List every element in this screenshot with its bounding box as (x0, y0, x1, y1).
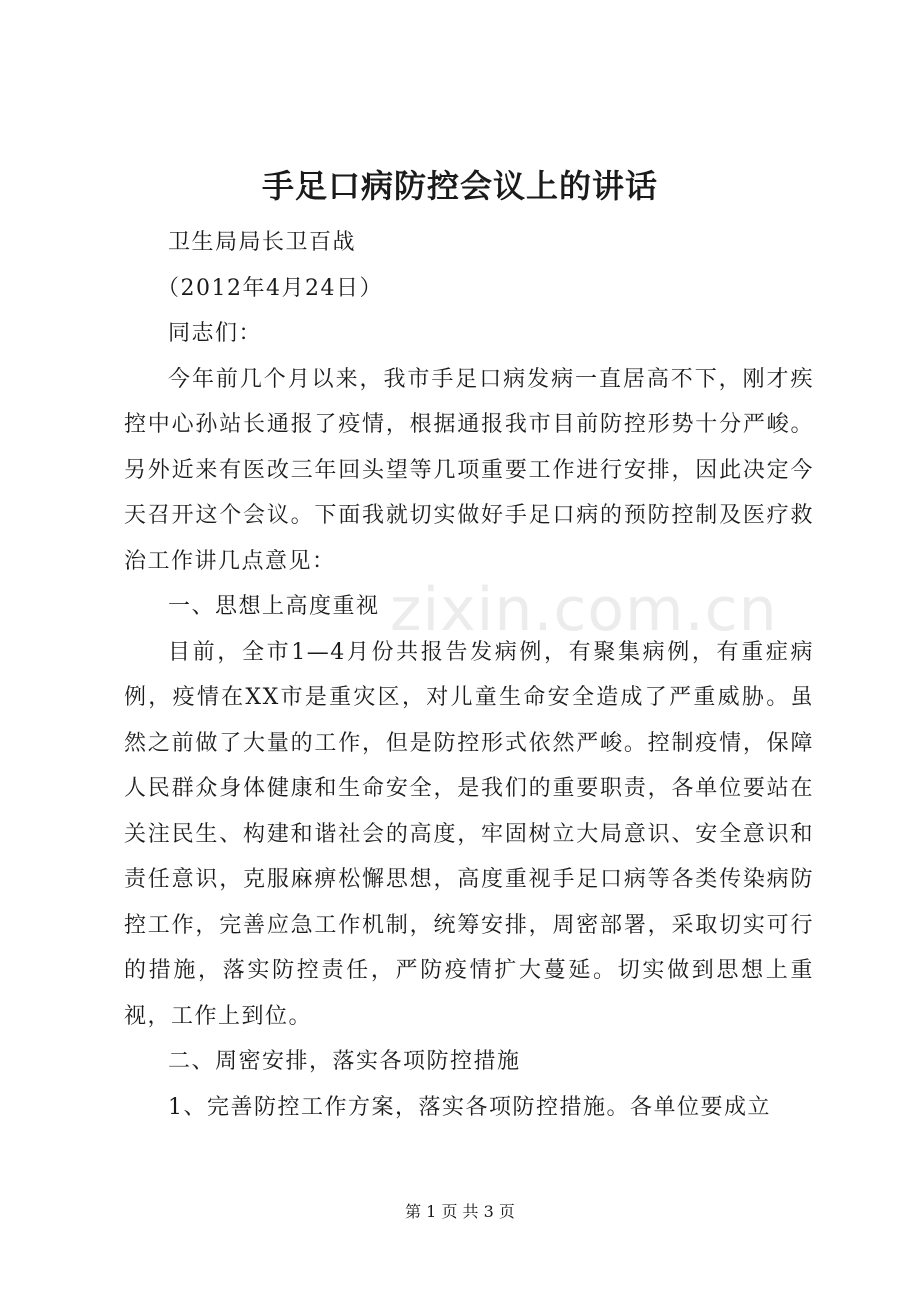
section-heading-1: 一、思想上高度重视 (168, 594, 380, 619)
salutation: 同志们： (168, 321, 263, 346)
section-heading-2: 二、周密安排，落实各项防控措施 (168, 1049, 521, 1074)
paragraph-intro: 今年前几个月以来，我市手足口病发病一直居高不下，刚才疾控中心孙站长通报了疫情，根据通报我市目前防控形势十分严峻。另外近来有医改三年回头望等几项重要工作进行安排，因此决定今天召开这个会议。下面我就切实做好手足口病的预防控制及医疗救治工作讲几点意见： (124, 366, 814, 574)
paragraph-item-1: 1、完善防控工作方案，落实各项防控措施。各单位要成立 (168, 1094, 771, 1120)
author-line: 卫生局局长卫百战 (168, 230, 357, 255)
document-body (124, 220, 814, 1130)
page-number-footer: 第 1 页 共 3 页 (405, 1202, 515, 1221)
watermark: zixin.com.cn (390, 575, 778, 645)
document-title: 手足口病防控会议上的讲话 (261, 167, 658, 205)
date-line: （2012年4月24日） (157, 275, 383, 301)
paragraph-section-1: 目前，全市1—4月份共报告发病例，有聚集病例，有重症病例，疫情在XX市是重灾区，对儿童生命安全造成了严重威胁。虽然之前做了大量的工作，但是防控形式依然严峻。控制疫情，保障人民群众身体健康和生命安全，是我们的重要职责，各单位要站在关注民生、构建和谐社会的高度，牢固树立大局意识、安全意识和责任意识，克服麻痹松懈思想，高度重视手足口病等各类传染病防控工作，完善应急工作机制，统筹安排，周密部署，采取切实可行的措施，落实防控责任，严防疫情扩大蔓延。切实做到思想上重视，工作上到位。 (124, 639, 814, 1029)
